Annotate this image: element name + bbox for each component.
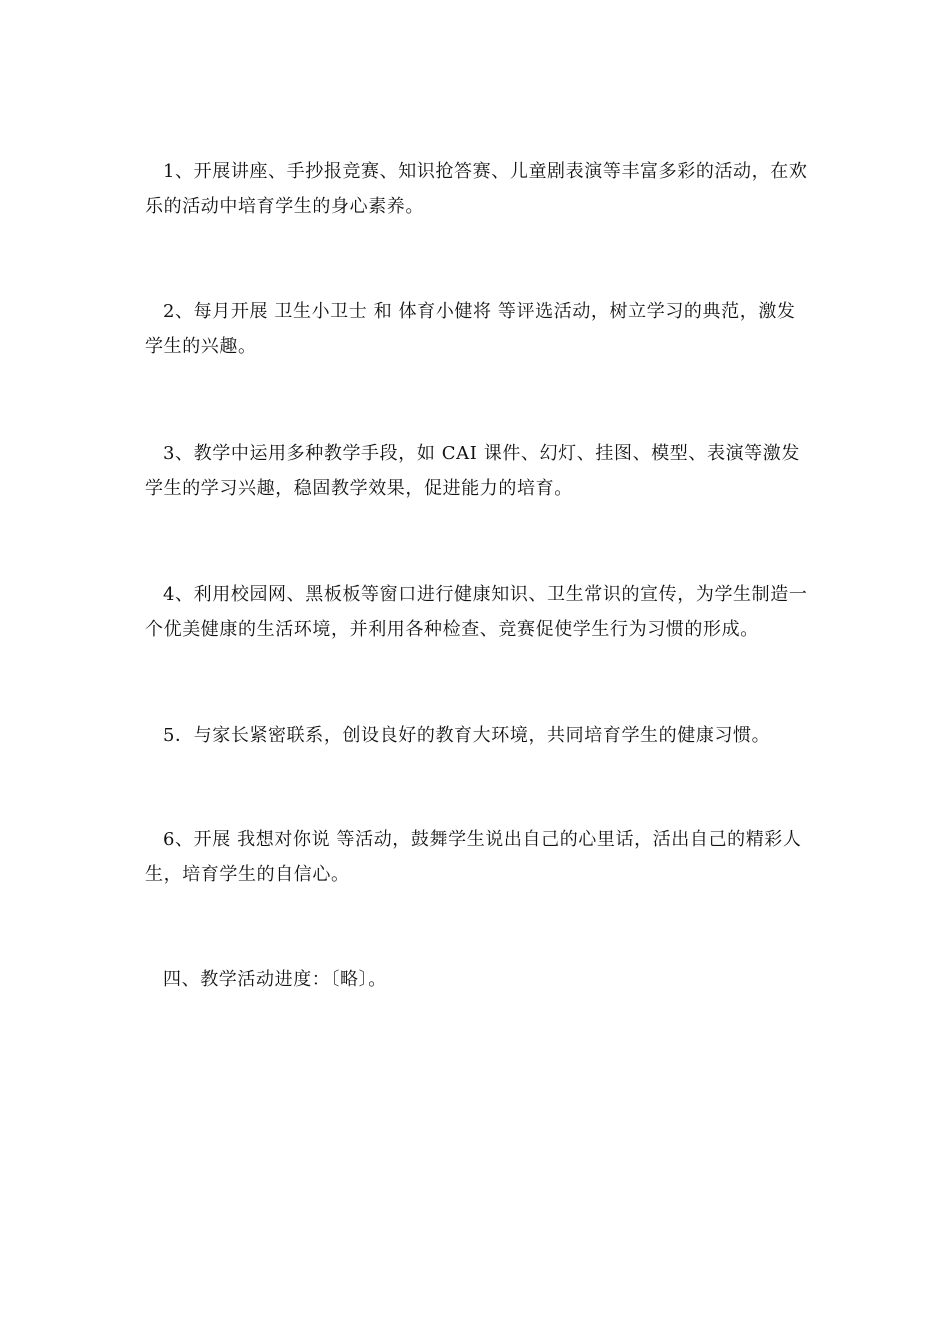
paragraph-item-6: 6、开展 我想对你说 等活动，鼓舞学生说出自己的心里话，活出自己的精彩人生，培育学生的自信心。 [145, 829, 802, 885]
paragraph-item-5: 5．与家长紧密联系，创设良好的教育大环境，共同培育学生的健康习惯。 [163, 725, 771, 746]
paragraph-item-4: 4、利用校园网、黑板板等窗口进行健康知识、卫生常识的宣传，为学生制造一个优美健康的生活环境，并利用各种检查、竞赛促使学生行为习惯的形成。 [145, 584, 808, 640]
paragraph-item-2: 2、每月开展 卫生小卫士 和 体育小健将 等评选活动，树立学习的典范，激发学生的兴趣。 [145, 301, 796, 357]
paragraph-item-3: 3、教学中运用多种教学手段，如 CAI 课件、幻灯、挂图、模型、表演等激发学生的学习兴趣，稳固教学效果，促进能力的培育。 [145, 443, 800, 499]
paragraph-item-1: 1、开展讲座、手抄报竞赛、知识抢答赛、儿童剧表演等丰富多彩的活动，在欢乐的活动中培育学生的身心素养。 [145, 161, 808, 217]
section-heading-progress: 四、教学活动进度：〔略〕。 [163, 969, 387, 990]
